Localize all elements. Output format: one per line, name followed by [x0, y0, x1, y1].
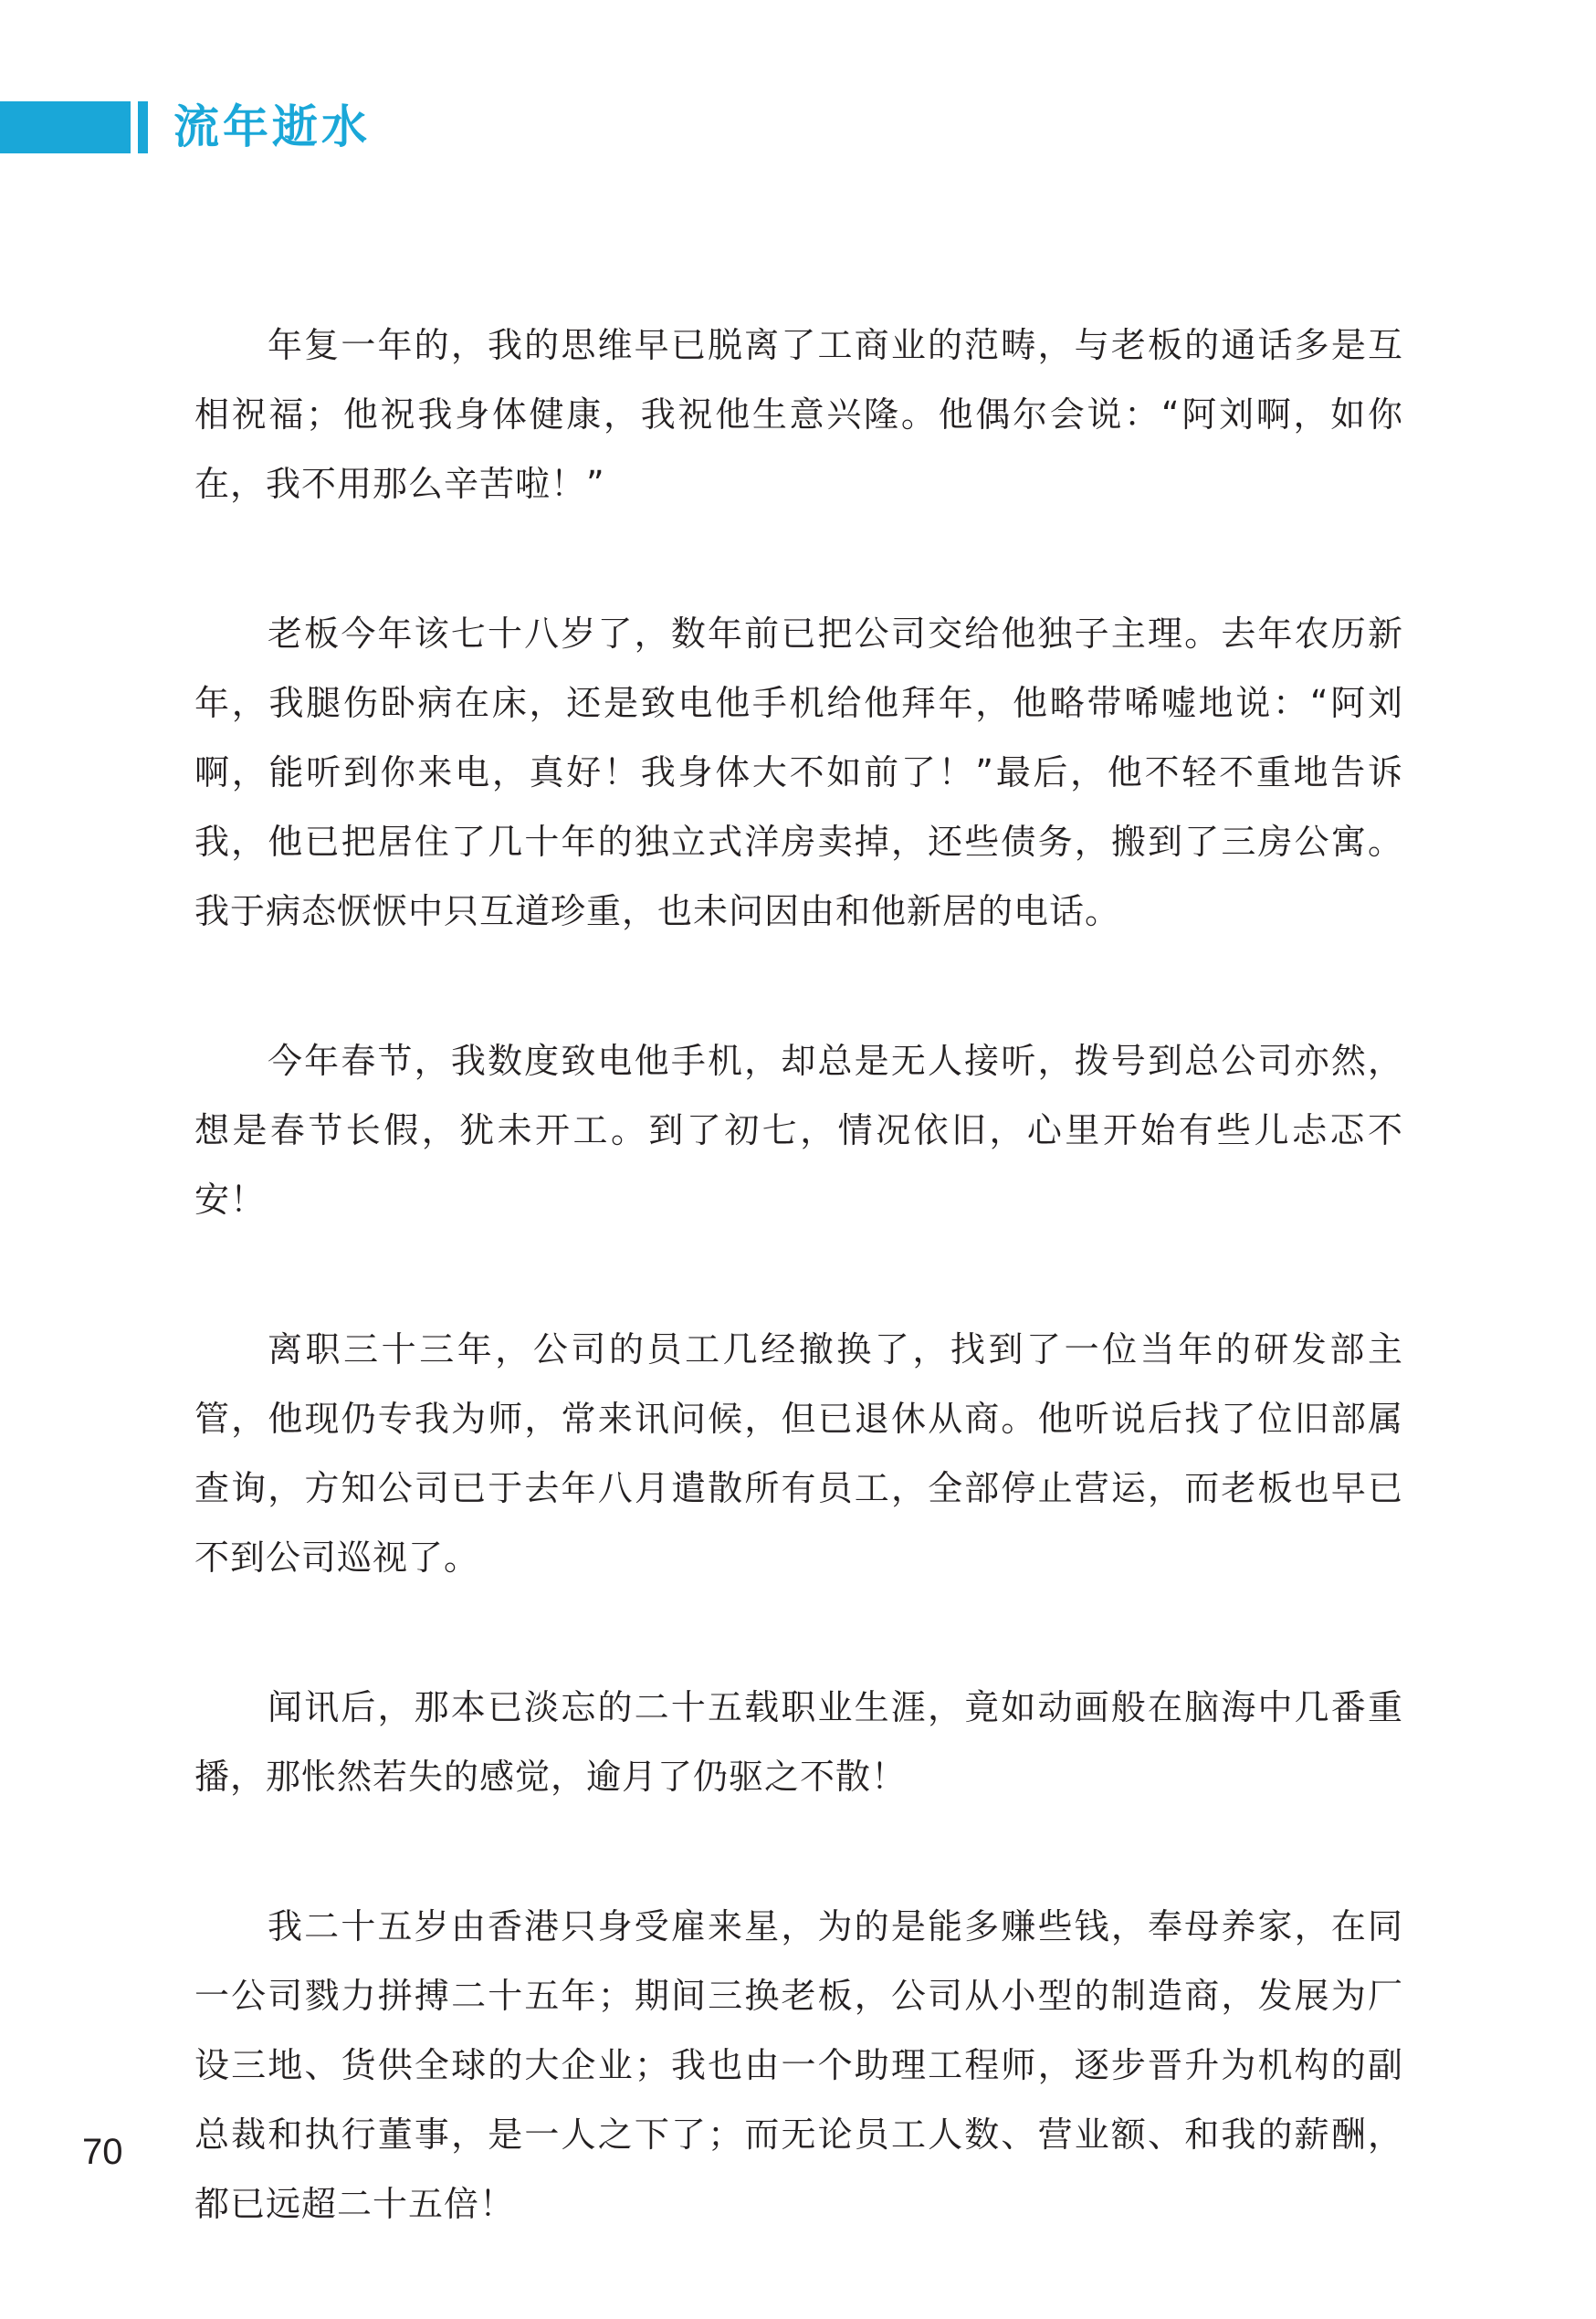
paragraph-2: 老板今年该七十八岁了，数年前已把公司交给他独子主理。去年农历新年，我腿伤卧病在床，还是致电他手机给他拜年，他略带唏嘘地说：“阿刘啊，能听到你来电，真好！我身体大不如前了！”最后，他不轻不重地告诉我，他已把居住了几十年的独立式洋房卖掉，还些债务，搬到了三房公寓。我于病态恹恹中只互道珍重，也未问因由和他新居的电话。	[194, 614, 1403, 931]
paragraph-5: 闻讯后，那本已淡忘的二十五载职业生涯，竟如动画般在脑海中几番重播，那怅然若失的感觉，逾月了仍驱之不散！	[194, 1687, 1403, 1797]
running-header-title: 流年逝水	[173, 100, 371, 153]
header-color-bar	[0, 101, 131, 153]
paragraph-6: 我二十五岁由香港只身受雇来星，为的是能多赚些钱，奉母养家，在同一公司戮力拼搏二十五年；期间三换老板，公司从小型的制造商，发展为厂设三地、货供全球的大企业；我也由一个助理工程师，逐步晋升为机构的副总裁和执行董事，是一人之下了；而无论员工人数、营业额、和我的薪酬，都已远超二十五倍！	[194, 1906, 1403, 2224]
header-accent-stripe	[138, 101, 148, 153]
article-body	[194, 310, 1403, 2319]
page-number: 70	[82, 2132, 123, 2172]
paragraph-4: 离职三十三年，公司的员工几经撤换了，找到了一位当年的研发部主管，他现仍专我为师，常来讯问候，但已退休从商。他听说后找了位旧部属查询，方知公司已于去年八月遣散所有员工，全部停止营运，而老板也早已不到公司巡视了。	[194, 1329, 1403, 1578]
paragraph-1: 年复一年的，我的思维早已脱离了工商业的范畴，与老板的通话多是互相祝福；他祝我身体健康，我祝他生意兴隆。他偶尔会说：“阿刘啊，如你在，我不用那么辛苦啦！”	[194, 325, 1403, 504]
paragraph-3: 今年春节，我数度致电他手机，却总是无人接听，拨号到总公司亦然，想是春节长假，犹未开工。到了初七，情况依旧，心里开始有些儿忐忑不安！	[194, 1041, 1403, 1220]
